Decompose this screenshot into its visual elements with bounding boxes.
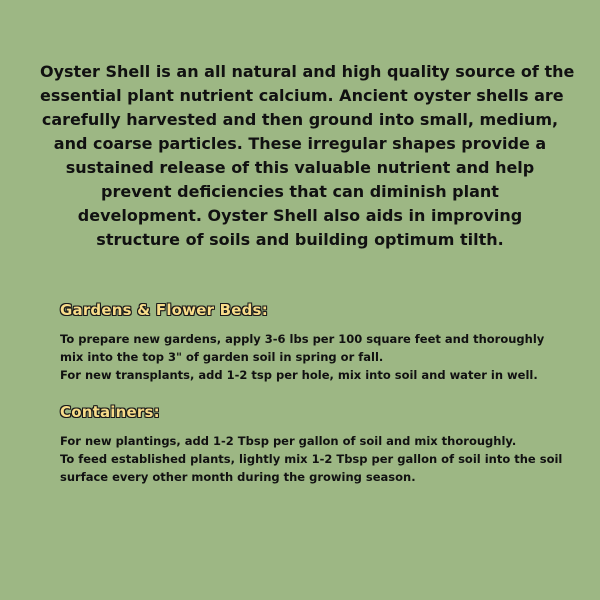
gardens-instruction-line: To prepare new gardens, apply 3-6 lbs per 100 square feet and thoroughly: [60, 332, 545, 346]
intro-line: carefully harvested and then ground into small, medium,: [41, 110, 559, 129]
containers-heading: Containers:: [60, 403, 160, 421]
containers-instruction-line: For new plantings, add 1-2 Tbsp per gallon of soil and mix thoroughly.: [60, 434, 517, 448]
containers-instruction-line: surface every other month during the growing season.: [60, 470, 416, 484]
intro-line: essential plant nutrient calcium. Ancient oyster shells are: [40, 86, 564, 105]
gardens-section: [60, 300, 550, 384]
intro-line: development. Oyster Shell also aids in improving: [77, 206, 523, 225]
gardens-heading: Gardens & Flower Beds:: [60, 301, 268, 319]
intro-line: and coarse particles. These irregular shapes provide a: [53, 134, 547, 153]
gardens-instruction-line: mix into the top 3" of garden soil in spring or fall.: [60, 350, 384, 364]
containers-section: [60, 402, 563, 486]
intro-line: prevent deficiencies that can diminish plant: [101, 182, 499, 201]
intro-paragraph: [40, 60, 575, 252]
intro-line: Oyster Shell is an all natural and high quality source of the: [40, 62, 575, 81]
containers-instruction-line: To feed established plants, lightly mix 1-2 Tbsp per gallon of soil into the soil: [60, 452, 563, 466]
intro-line: sustained release of this valuable nutrient and help: [65, 158, 535, 177]
intro-line: structure of soils and building optimum tilth.: [96, 230, 504, 249]
gardens-instruction-line: For new transplants, add 1-2 tsp per hole, mix into soil and water in well.: [60, 368, 538, 382]
